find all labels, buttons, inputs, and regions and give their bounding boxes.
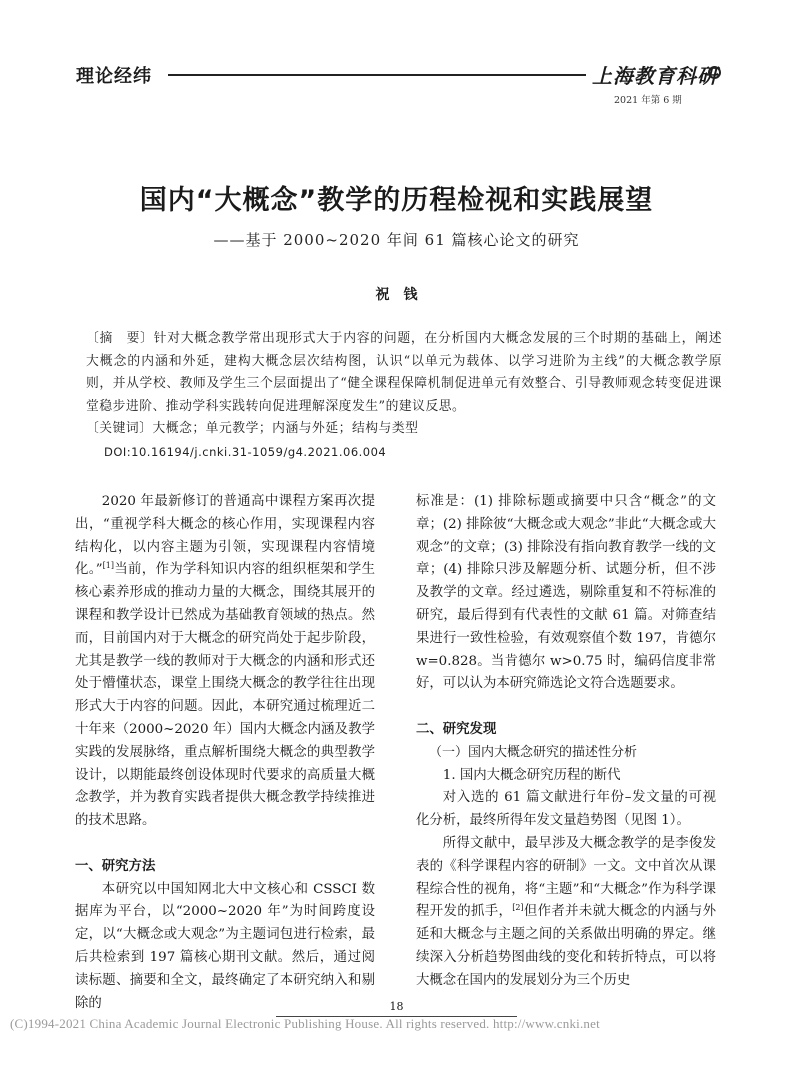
- issue-number: 2021 年第 6 期: [614, 95, 682, 106]
- logo-dot-icon: [708, 66, 721, 79]
- journal-logo: 上海教育科研: [592, 64, 718, 88]
- paragraph: 对入选的 61 篇文献进行年份–发文量的可视化分析，最终所得年发文量趋势图（见图 1）。: [416, 790, 716, 829]
- copyright-notice: (C)1994-2021 China Academic Journal Electronic Publishing House. All rights reserved. http://www.cnki.net: [10, 1016, 600, 1031]
- paragraph: 2020 年最新修订的普通高中课程方案再次提出，“重视学科大概念的核心作用，实现课程内容结构化，以内容主题为引领，实现课程内容情境化。”[1]当前，作为学科知识内容的组织框架和学生核心素养形成的推动力量的大概念，围绕其展开的课程和教学设计已然成为基础教育领域的热点。然而，目前国内对于大概念的研究尚处于起步阶段，尤其是教学一线的教师对于大概念的内涵和形式还处于懵懂状态，课堂上围绕大概念的教学往往出现形式大于内容的问题。因此，本研究通过梳理近二十年来（2000~2020 年）国内大概念内涵及教学实践的发展脉络，重点解析围绕大概念的典型教学设计，以期能最终创设体现时代要求的高质量大概念教学，并为教育实践者提供大概念教学持续推进的技术思路。: [75, 494, 375, 829]
- subsubsection-heading: 1. 国内大概念研究历程的断代: [442, 767, 621, 783]
- paragraph: 所得文献中，最早涉及大概念教学的是李俊发表的《科学课程内容的研制》一文。文中首次从课程综合性的视角，将“主题”和“大概念”作为科学课程开发的抓手，[2]但作者并未就大概念的内涵与外延和大概念与主题之间的关系做出明确的界定。继续深入分析趋势图曲线的变化和转折特点，可以将大概念在国内的发展划分为三个历史: [416, 835, 716, 988]
- section-heading: 一、研究方法: [75, 858, 156, 874]
- citation-ref[interactable]: [1]: [102, 561, 114, 571]
- section-tag: 理论经纬: [76, 66, 152, 87]
- page-number: 18: [389, 1000, 404, 1013]
- citation-ref[interactable]: [2]: [512, 903, 524, 913]
- subsection-heading: （一）国内大概念研究的描述性分析: [429, 744, 638, 760]
- article-title: 国内“大概念”教学的历程检视和实践展望: [139, 185, 654, 216]
- author-name: 祝钱: [375, 287, 432, 303]
- paragraph: 本研究以中国知网北大中文核心和 CSSCI 数据库为平台，以“2000~2020 年”为时间跨度设定，以“大概念或大观念”为主题词包进行检索，最后共检索到 197 篇核心期刊文献。然后，通过阅读标题、摘要和全文，最终确定了本研究纳入和剔除的: [75, 881, 375, 1011]
- abstract: 〔摘 要〕针对大概念教学常出现形式大于内容的问题，在分析国内大概念发展的三个时期的基础上，阐述大概念的内涵和外延，建构大概念层次结构图，认识“以单元为载体、以学习进阶为主线”的大概念教学原则，并从学校、教师及学生三个层面提出了“健全课程保障机制促进单元有效整合、引导教师观念转变促进课堂稳步进阶、推动学科实践转向促进理解深度发生”的建议反思。: [86, 331, 722, 414]
- body-column-left: [75, 491, 375, 1015]
- keywords: 〔关键词〕大概念；单元教学；内涵与外延；结构与类型: [86, 421, 419, 436]
- doi[interactable]: DOI:10.16194/j.cnki.31-1059/g4.2021.06.004: [104, 445, 387, 459]
- paragraph: 标准是：(1) 排除标题或摘要中只含“概念”的文章；(2) 排除彼“大概念或大观念”非此“大概念或大观念”的文章；(3) 排除没有指向教育教学一线的文章；(4) 排除只涉及解题分析、试题分析，但不涉及教学的文章。经过遴选，剔除重复和不符标准的研究，最后得到有代表性的文献 61 篇。对筛查结果进行一致性检验，有效观察值个数 197，肯德尔 w=0.828。当肯德尔 w>0.75 时，编码信度非常好，可以认为本研究筛选论文符合选题要求。: [416, 494, 716, 692]
- article-subtitle: ——基于 2000~2020 年间 61 篇核心论文的研究: [213, 231, 580, 249]
- header-rule: [168, 74, 586, 76]
- body-column-right: [416, 491, 716, 993]
- section-heading: 二、研究发现: [416, 721, 497, 737]
